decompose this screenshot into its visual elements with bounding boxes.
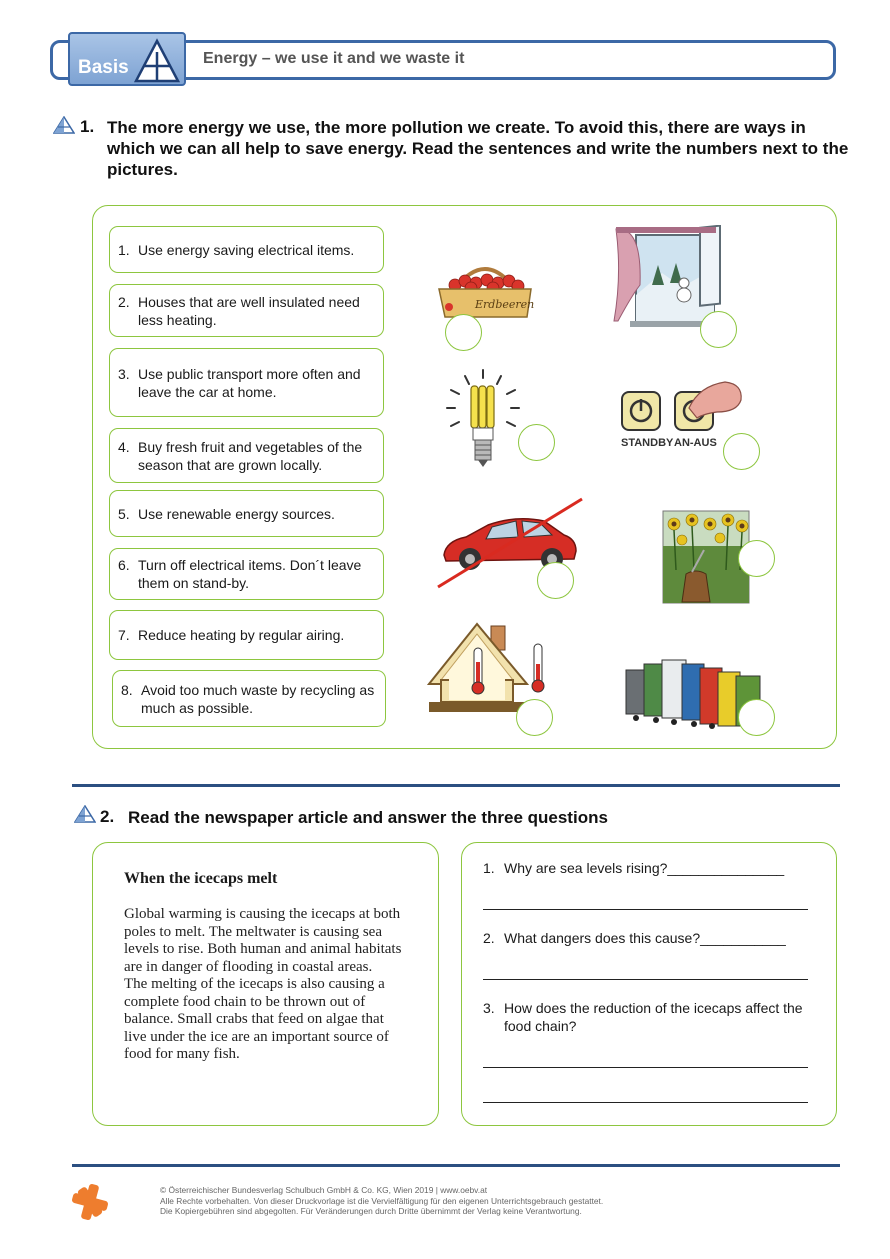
sentence-number: 3. <box>118 365 130 382</box>
answer-circle-standby[interactable] <box>723 433 760 470</box>
sentence-6 <box>109 548 384 600</box>
answer-circle-window[interactable] <box>700 311 737 348</box>
copyright-line-1: © Österreichischer Bundesverlag Schulbuch GmbH & Co. KG, Wien 2019 | www.oebv.at <box>160 1185 488 1195</box>
sentence-text: Buy fresh fruit and vegetables of the season that are grown locally. <box>138 438 363 473</box>
sentence-text: Use energy saving electrical items. <box>138 241 355 258</box>
answer-circle-bulb[interactable] <box>518 424 555 461</box>
strawberry-basket-picture <box>435 255 535 325</box>
answer-circle-house[interactable] <box>516 699 553 736</box>
sentence-text: Reduce heating by regular airing. <box>138 627 345 643</box>
sentence-number: 7. <box>118 627 130 643</box>
question-number: 1. <box>483 860 495 876</box>
sentence-number: 6. <box>118 557 130 573</box>
answer-circle-car[interactable] <box>537 562 574 599</box>
sentence-number: 2. <box>118 293 130 310</box>
sentence-number: 5. <box>118 505 130 522</box>
sentence-7 <box>109 610 384 660</box>
article-title: When the icecaps melt <box>124 870 278 887</box>
sentence-4 <box>109 428 384 483</box>
sentence-number: 1. <box>118 241 130 258</box>
answer-circle-sunflowers[interactable] <box>738 540 775 577</box>
sentence-8 <box>112 670 386 727</box>
section-divider <box>72 784 840 787</box>
publisher-logo-icon <box>70 1182 110 1222</box>
on-off-label: AN-AUS <box>674 437 717 449</box>
question-number: 3. <box>483 1000 495 1016</box>
basis-label: Basis <box>78 57 129 78</box>
sentence-5 <box>109 490 384 537</box>
question-text: What dangers does this cause?___________ <box>504 930 786 946</box>
sentence-3 <box>109 348 384 417</box>
questions-frame <box>461 842 837 1126</box>
task-level-icon <box>53 116 75 134</box>
answer-line-1[interactable] <box>483 909 808 910</box>
standby-label: STANDBY <box>621 437 674 449</box>
question-number: 2. <box>483 930 495 946</box>
answer-line-2[interactable] <box>483 979 808 980</box>
footer-divider <box>72 1164 840 1167</box>
task-level-icon <box>74 805 96 823</box>
task2-instruction: Read the newspaper article and answer the three questions <box>128 808 608 827</box>
sentence-text: Use renewable energy sources. <box>138 505 335 522</box>
energy-saving-bulb-picture <box>443 368 523 473</box>
article-paragraph-2: The melting of the icecaps is also causing a complete food chain to be thrown out of balance. Small crabs that feed on algae that live under the ice are an important source of food for many fish. <box>124 976 389 1062</box>
level-triangle-icon <box>134 38 180 84</box>
basket-label: Erdbeeren <box>475 298 535 311</box>
question-text: How does the reduction of the icecaps affect the food chain? <box>504 1000 803 1034</box>
answer-line-4[interactable] <box>483 1102 808 1103</box>
question-2 <box>483 929 823 947</box>
article-paragraph-1: Global warming is causing the icecaps at both poles to melt. The meltwater is causing sea levels to rise. Both human and animal habitats are in danger of flooding in coastal areas. <box>124 906 402 975</box>
basis-badge <box>68 32 186 86</box>
sentence-text: Turn off electrical items. Don´t leave them on stand-by. <box>138 557 362 591</box>
answer-circle-bins[interactable] <box>738 699 775 736</box>
question-1 <box>483 859 823 877</box>
copyright-line-2: Alle Rechte vorbehalten. Von dieser Druckvorlage ist die Vervielfältigung für den eigenen Unterrichtsgebrauch gestattet. <box>160 1195 604 1206</box>
sentence-2 <box>109 284 384 337</box>
copyright-notice <box>160 1185 603 1217</box>
copyright-line-3: Die Kopiergebühren sind abgegolten. Für Veränderungen durch Dritte übernimmt der Verlag keine Verantwortung. <box>160 1206 582 1216</box>
question-3 <box>483 999 808 1035</box>
task1-number: 1. <box>80 117 95 136</box>
sentence-number: 8. <box>121 681 133 698</box>
sentence-text: Avoid too much waste by recycling as much as possible. <box>141 681 375 716</box>
question-text: Why are sea levels rising?_______________ <box>504 860 785 876</box>
sentence-text: Use public transport more often and leave the car at home. <box>138 365 361 400</box>
sentence-number: 4. <box>118 438 130 455</box>
sentence-1 <box>109 226 384 273</box>
sentence-text: Houses that are well insulated need less heating. <box>138 293 360 328</box>
article-body <box>124 906 409 1064</box>
worksheet-title: Energy – we use it and we waste it <box>203 50 465 67</box>
answer-circle-basket[interactable] <box>445 314 482 351</box>
answer-line-3[interactable] <box>483 1067 808 1068</box>
task2-number: 2. <box>100 807 115 826</box>
task1-instruction: The more energy we use, the more pollution we create. To avoid this, there are ways in which we can all help to save energy. Read the sentences and write the numbers next to the pictures. <box>107 118 849 179</box>
